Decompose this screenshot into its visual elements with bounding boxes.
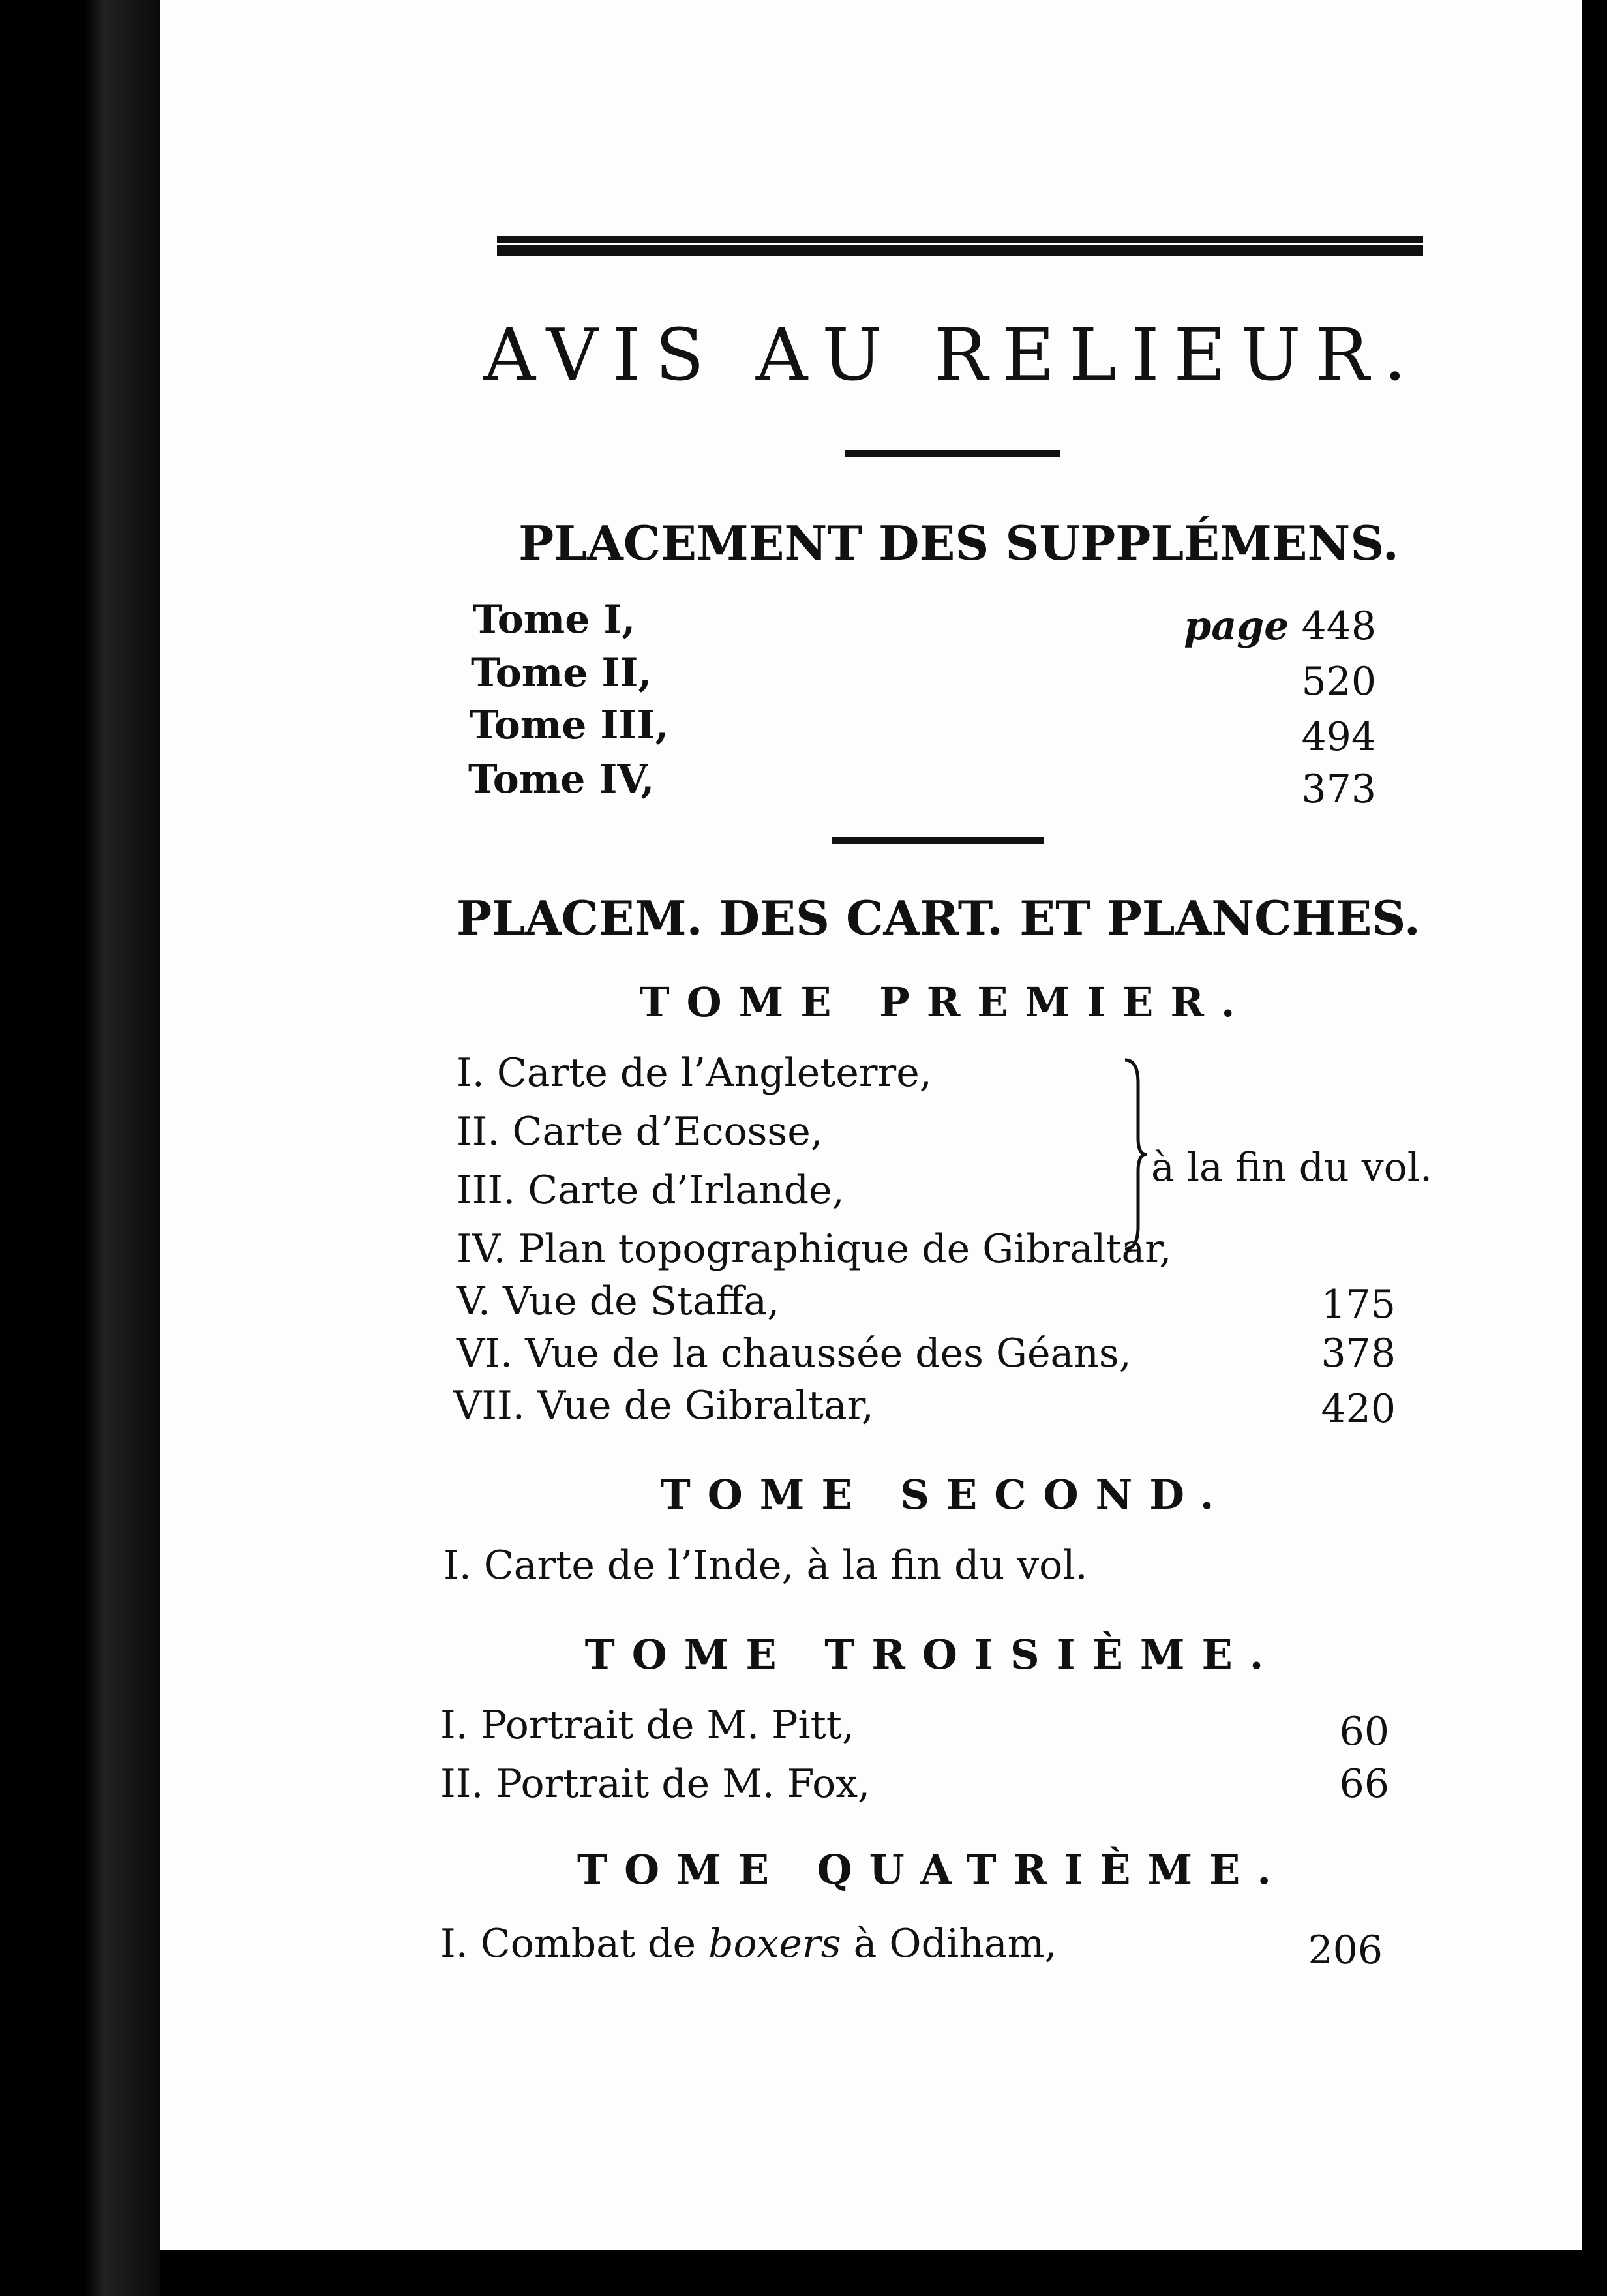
divider-rule	[832, 837, 1044, 844]
list-item: I. Carte de l’Angleterre,	[457, 1050, 932, 1096]
divider-rule	[845, 450, 1060, 457]
item-page: 420	[1321, 1386, 1396, 1432]
tome-premier-heading: TOME PREMIER.	[639, 978, 1252, 1026]
supplement-page: page 448	[1184, 603, 1376, 649]
top-ornament-rule	[497, 236, 1423, 256]
planches-heading: PLACEM. DES CART. ET PLANCHES.	[457, 890, 1420, 946]
page-title: AVIS AU RELIEUR.	[483, 313, 1421, 397]
list-item: II. Portrait de M. Fox,	[440, 1761, 871, 1807]
bracket-note: à la fin du vol.	[1151, 1145, 1433, 1190]
supplement-page: 373	[1301, 766, 1376, 812]
page-edge-right	[1582, 0, 1607, 2296]
supplement-tome-label: Tome II,	[471, 650, 652, 696]
list-item: I. Portrait de M. Pitt,	[440, 1702, 854, 1748]
supplement-tome-label: Tome I,	[473, 597, 636, 642]
supplemens-heading: PLACEMENT DES SUPPLÉMENS.	[518, 515, 1399, 571]
item-page: 175	[1321, 1282, 1396, 1327]
item-page: 378	[1321, 1331, 1396, 1376]
list-item: I. Carte de l’Inde, à la fin du vol.	[443, 1543, 1088, 1588]
item-page: 60	[1339, 1709, 1389, 1755]
page-edge-bottom	[160, 2250, 1582, 2296]
list-item: I. Combat de boxers à Odiham,	[440, 1921, 1057, 1967]
supplement-tome-label: Tome III,	[470, 702, 669, 748]
tome-quatrieme-heading: TOME QUATRIÈME.	[577, 1846, 1288, 1894]
list-item: II. Carte d’Ecosse,	[457, 1109, 823, 1155]
book-gutter	[0, 0, 160, 2296]
tome-troisieme-heading: TOME TROISIÈME.	[584, 1631, 1281, 1678]
supplement-page: 520	[1301, 659, 1376, 704]
item-page: 206	[1308, 1927, 1383, 1973]
page-label: page	[1184, 603, 1289, 649]
list-item: VI. Vue de la chaussée des Géans,	[457, 1331, 1132, 1376]
curly-brace	[1122, 1057, 1148, 1252]
tome-second-heading: TOME SECOND.	[660, 1471, 1231, 1518]
list-item: V. Vue de Staffa,	[457, 1278, 780, 1324]
list-item: IV. Plan topographique de Gibraltar,	[457, 1226, 1172, 1272]
list-item: VII. Vue de Gibraltar,	[453, 1383, 874, 1428]
supplement-tome-label: Tome IV,	[468, 757, 655, 802]
item-page: 66	[1339, 1761, 1389, 1807]
list-item: III. Carte d’Irlande,	[457, 1168, 845, 1213]
supplement-page: 494	[1301, 714, 1376, 760]
